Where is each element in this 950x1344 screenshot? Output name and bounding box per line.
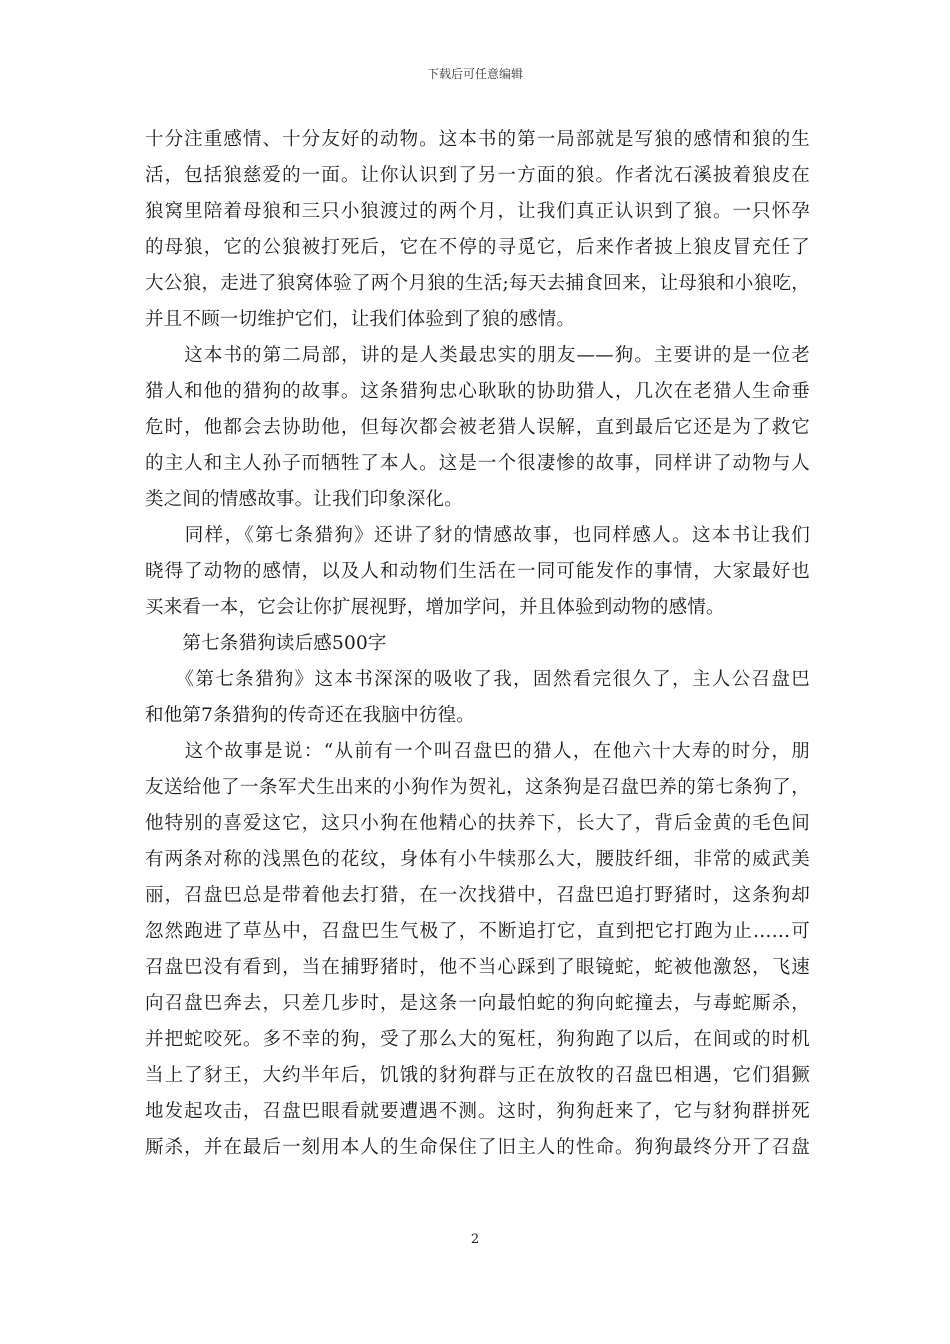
text-line: 忽然跑进了草丛中，召盘巴生气极了，不断追打它，直到把它打跑为止……可 (145, 921, 810, 942)
text-line: 他特别的喜爱这它，这只小狗在他精心的扶养下，长大了，背后金黄的毛色间 (145, 813, 810, 834)
text-line: 地发起攻击，召盘巴眼看就要遭遇不测。这时，狗狗赶来了，它与豺狗群拼死 (145, 1101, 810, 1122)
text-line: 的母狼，它的公狼被打死后，它在不停的寻觅它，后来作者披上狼皮冒充任了 (145, 237, 810, 258)
document-body (145, 122, 810, 1166)
text-line: 大公狼，走进了狼窝体验了两个月狼的生活;每天去捕食回来，让母狼和小狼吃， (145, 273, 810, 294)
section-heading: 第七条猎狗读后感500字 (145, 633, 387, 654)
text-line: 这本书的第二局部，讲的是人类最忠实的朋友——狗。主要讲的是一位老 (145, 345, 810, 366)
text-line: 十分注重感情、十分友好的动物。这本书的第一局部就是写狼的感情和狼的生 (145, 129, 810, 150)
page-header: 下载后可任意编辑 (426, 67, 523, 81)
text-line: 《第七条猎狗》这本书深深的吸收了我，固然看完很久了，主人公召盘巴 (145, 669, 810, 690)
text-line: 丽，召盘巴总是带着他去打猎，在一次找猎中，召盘巴追打野猪时，这条狗却 (145, 885, 810, 906)
text-line: 并把蛇咬死。多不幸的狗，受了那么大的冤枉，狗狗跑了以后，在间或的时机 (145, 1029, 810, 1050)
text-line: 买来看一本，它会让你扩展视野，增加学问，并且体验到动物的感情。 (145, 597, 725, 618)
text-line: 当上了豺王，大约半年后，饥饿的豺狗群与正在放牧的召盘巴相遇，它们猖獗 (145, 1065, 810, 1086)
page-number: 2 (470, 1232, 480, 1247)
text-line: 并且不顾一切维护它们，让我们体验到了狼的感情。 (145, 309, 576, 330)
text-line: 召盘巴没有看到，当在捕野猪时，他不当心踩到了眼镜蛇，蛇被他激怒，飞速 (145, 957, 810, 978)
text-line: 这个故事是说：“从前有一个叫召盘巴的猎人，在他六十大寿的时分，朋 (145, 741, 810, 762)
text-line: 危时，他都会去协助他，但每次都会被老猎人误解，直到最后它还是为了救它 (145, 417, 810, 438)
text-line: 的主人和主人孙子而牺牲了本人。这是一个很凄惨的故事，同样讲了动物与人 (145, 453, 810, 474)
text-line: 和他第7条猎狗的传奇还在我脑中彷徨。 (145, 705, 475, 726)
text-line: 向召盘巴奔去，只差几步时，是这条一向最怕蛇的狗向蛇撞去，与毒蛇厮杀， (145, 993, 810, 1014)
text-line: 活，包括狼慈爱的一面。让你认识到了另一方面的狼。作者沈石溪披着狼皮在 (145, 165, 810, 186)
text-line: 晓得了动物的感情，以及人和动物们生活在一同可能发作的事情，大家最好也 (145, 561, 810, 582)
text-line: 类之间的情感故事。让我们印象深化。 (145, 489, 463, 510)
text-line: 有两条对称的浅黑色的花纹，身体有小牛犊那么大，腰肢纤细，非常的威武美 (145, 849, 810, 870)
text-line: 同样，《第七条猎狗》还讲了豺的情感故事，也同样感人。这本书让我们 (145, 525, 810, 546)
text-line: 猎人和他的猎狗的故事。这条猎狗忠心耿耿的协助猎人，几次在老猎人生命垂 (145, 381, 810, 402)
text-line: 狼窝里陪着母狼和三只小狼渡过的两个月，让我们真正认识到了狼。一只怀孕 (145, 201, 810, 222)
text-line: 厮杀，并在最后一刻用本人的生命保住了旧主人的性命。狗狗最终分开了召盘 (145, 1137, 810, 1158)
text-line: 友送给他了一条军犬生出来的小狗作为贺礼，这条狗是召盘巴养的第七条狗了， (145, 777, 810, 798)
